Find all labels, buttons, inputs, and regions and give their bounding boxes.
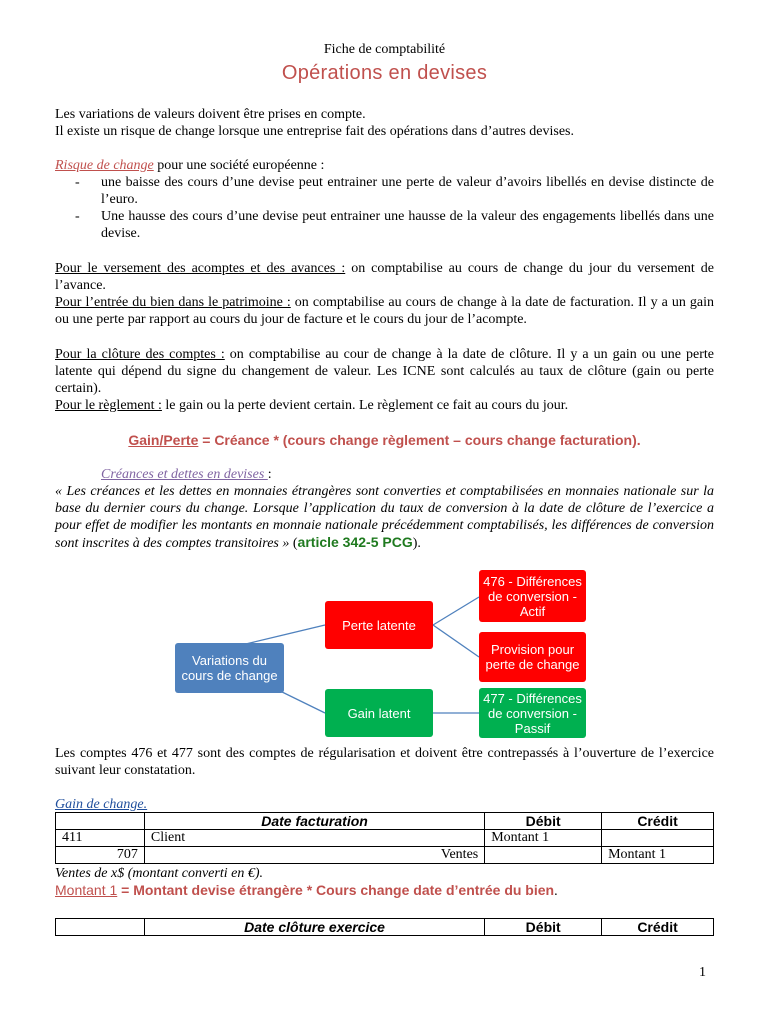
montant-definition: Montant 1 = Montant devise étrangère * Cours change date d’entrée du bien. <box>55 882 558 899</box>
risk-bullet-1: - une baisse des cours d’une devise peut entrainer une perte de valeur d’avoirs libellés en devise distincte de l’euro. <box>75 175 714 207</box>
perte-latente-node: Perte latente <box>325 601 433 649</box>
rule-cloture: Pour la clôture des comptes : on comptabilise au cour de change à la date de clôture. Il y a un gain ou une perte latente qui dépend du signe du changement de valeur. Les ICNE sont calculés au taux de clôture (gain ou perte certain). <box>55 347 714 396</box>
rule-entree: Pour l’entrée du bien dans le patrimoine : on comptabilise au cours de change à la date de facturation. Il y a un gain ou une perte par rapport au cours du jour de facture et le cours du jour de l’acompte. <box>55 295 714 327</box>
intro-line-1: Les variations de valeurs doivent être prises en compte. <box>55 107 366 122</box>
root-node: Variations du cours de change <box>175 643 284 693</box>
gain-change-table <box>55 812 714 864</box>
creances-heading: Créances et dettes en devises : <box>101 467 272 482</box>
intro-line-2: Il existe un risque de change lorsque une entreprise fait des opérations dans d’autres devises. <box>55 124 574 139</box>
gain-change-heading: Gain de change. <box>55 797 148 812</box>
rule-acomptes: Pour le versement des acomptes et des avances : on comptabilise au cours de change du jour du versement de l’avance. <box>55 261 714 293</box>
regularisation-text: Les comptes 476 et 477 sont des comptes de régularisation et doivent être contrepassés à l’ouverture de l’exercice suivant leur constatation. <box>55 746 714 778</box>
risk-label: Risque de change <box>55 158 154 173</box>
rule-reglement: Pour le règlement : le gain ou la perte devient certain. Le règlement ce fait au cours du jour. <box>55 398 569 413</box>
gain-perte-formula: Gain/Perte = Créance * (cours change règlement – cours change facturation). <box>128 432 641 448</box>
table-row: 411 Client Montant 1 <box>56 830 714 847</box>
table-header-row: Date clôture exercice Débit Crédit <box>56 919 714 936</box>
cloture-table <box>55 918 714 936</box>
risk-heading <box>55 157 714 174</box>
provision-node: Provision pour perte de change <box>479 632 586 682</box>
gain-latent-node: Gain latent <box>325 689 433 737</box>
conversion-diagram <box>55 570 714 740</box>
page-number: 1 <box>699 965 706 980</box>
creances-quote: « Les créances et les dettes en monnaies étrangères sont converties et comptabilisées en monnaies nationale sur la base du dernier cours du change. Lorsque l’application du taux de conversion à la date de clôture de l’exercice a pour effet de modifier les montants en monnaie nationale précédemment comptabilisés, les différences de conversion sont inscrites à des comptes transitoires » (article 342-5 PCG). <box>55 484 714 551</box>
table-row: 707 Ventes Montant 1 <box>56 847 714 864</box>
risk-bullet-2: - Une hausse des cours d’une devise peut entrainer une hausse de la valeur des engagements libellés dans une devise. <box>75 209 714 241</box>
pcg-reference: article 342-5 PCG <box>297 534 413 550</box>
compte-477-node: 477 - Différences de conversion - Passif <box>479 688 586 738</box>
page-title: Opérations en devises <box>281 62 488 84</box>
compte-476-node: 476 - Différences de conversion - Actif <box>479 570 586 622</box>
risk-rest: pour une société européenne : <box>153 158 325 173</box>
ventes-note: Ventes de x$ (montant converti en €). <box>55 866 263 881</box>
table-header-row: Date facturation Débit Crédit <box>56 813 714 830</box>
page-subtitle: Fiche de comptabilité <box>323 42 446 57</box>
